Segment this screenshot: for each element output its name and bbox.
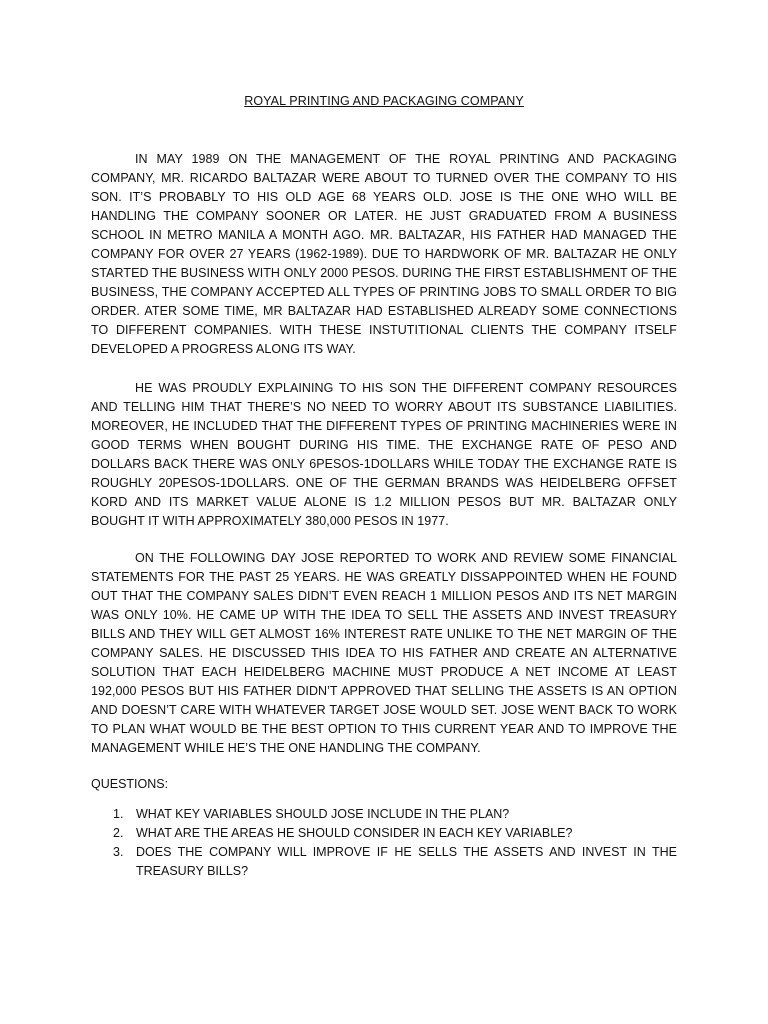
document-title: ROYAL PRINTING AND PACKAGING COMPANY <box>244 94 524 108</box>
questions-heading: QUESTIONS: <box>91 777 169 791</box>
paragraph-1: IN MAY 1989 ON THE MANAGEMENT OF THE ROYAL PRINTING AND PACKAGING COMPANY, MR. RICARDO BALTAZAR WERE ABOUT TO TURNED OVER THE COMPANY TO HIS SON. IT’S PROBABLY TO HIS OLD AGE 68 YEARS OLD. JOSE IS THE ONE WHO WILL BE HANDLING THE COMPANY SOONER OR LATER. HE JUST GRADUATED FROM A BUSINESS SCHOOL IN METRO MANILA A MONTH AGO. MR. BALTAZAR, HIS FATHER HAD MANAGED THE COMPANY FOR OVER 27 YEARS (1962-1989). DUE TO HARDWORK OF MR. BALTAZAR HE ONLY STARTED THE BUSINESS WITH ONLY 2000 PESOS. DURING THE FIRST ESTABLISHMENT OF THE BUSINESS, THE COMPANY ACCEPTED ALL TYPES OF PRINTING JOBS TO SMALL ORDER TO BIG ORDER. ATER SOME TIME, MR BALTAZAR HAD ESTABLISHED ALREADY SOME CONNECTIONS TO DIFFERENT COMPANIES. WITH THESE INSTUTITIONAL CLIENTS THE COMPANY ITSELF DEVELOPED A PROGRESS ALONG ITS WAY. <box>91 152 677 356</box>
question-item <box>91 843 677 881</box>
question-item <box>91 805 677 824</box>
question-text: WHAT ARE THE AREAS HE SHOULD CONSIDER IN EACH KEY VARIABLE? <box>136 826 573 840</box>
question-number: 3. <box>113 845 124 859</box>
question-text: WHAT KEY VARIABLES SHOULD JOSE INCLUDE IN THE PLAN? <box>136 807 510 821</box>
paragraph-2: HE WAS PROUDLY EXPLAINING TO HIS SON THE DIFFERENT COMPANY RESOURCES AND TELLING HIM THAT THERE’S NO NEED TO WORRY ABOUT ITS SUBSTANCE LIABILITIES. MOREOVER, HE INCLUDED THAT THE DIFFERENT TYPES OF PRINTING MACHINERIES WERE IN GOOD TERMS WHEN BOUGHT DURING HIS TIME. THE EXCHANGE RATE OF PESO AND DOLLARS BACK THERE WAS ONLY 6PESOS-1DOLLARS WHILE TODAY THE EXCHANGE RATE IS ROUGHLY 20PESOS-1DOLLARS. ONE OF THE GERMAN BRANDS WAS HEIDELBERG OFFSET KORD AND ITS MARKET VALUE ALONE IS 1.2 MILLION PESOS BUT MR. BALTAZAR ONLY BOUGHT IT WITH APPROXIMATELY 380,000 PESOS IN 1977. <box>91 381 677 528</box>
question-number: 2. <box>113 826 124 840</box>
question-text: DOES THE COMPANY WILL IMPROVE IF HE SELLS THE ASSETS AND INVEST IN THE TREASURY BILLS? <box>136 845 677 878</box>
questions-list <box>91 805 677 881</box>
paragraph-3: ON THE FOLLOWING DAY JOSE REPORTED TO WORK AND REVIEW SOME FINANCIAL STATEMENTS FOR THE PAST 25 YEARS. HE WAS GREATLY DISSAPPOINTED WHEN HE FOUND OUT THAT THE COMPANY SALES DIDN’T EVEN REACH 1 MILLION PESOS AND ITS NET MARGIN WAS ONLY 10%. HE CAME UP WITH THE IDEA TO SELL THE ASSETS AND INVEST TREASURY BILLS AND THEY WILL GET ALMOST 16% INTEREST RATE UNLIKE TO THE NET MARGIN OF THE COMPANY SALES. HE DISCUSSED THIS IDEA TO HIS FATHER AND CREATE AN ALTERNATIVE SOLUTION THAT EACH HEIDELBERG MACHINE MUST PRODUCE A NET INCOME AT LEAST 192,000 PESOS BUT HIS FATHER DIDN’T APPROVED THAT SELLING THE ASSETS IS AN OPTION AND DOESN’T CARE WITH WHATEVER TARGET JOSE WOULD SET. JOSE WENT BACK TO WORK TO PLAN WHAT WOULD BE THE BEST OPTION TO THIS CURRENT YEAR AND TO IMPROVE THE MANAGEMENT WHILE HE’S THE ONE HANDLING THE COMPANY. <box>91 551 677 755</box>
question-item <box>91 824 677 843</box>
question-number: 1. <box>113 807 124 821</box>
